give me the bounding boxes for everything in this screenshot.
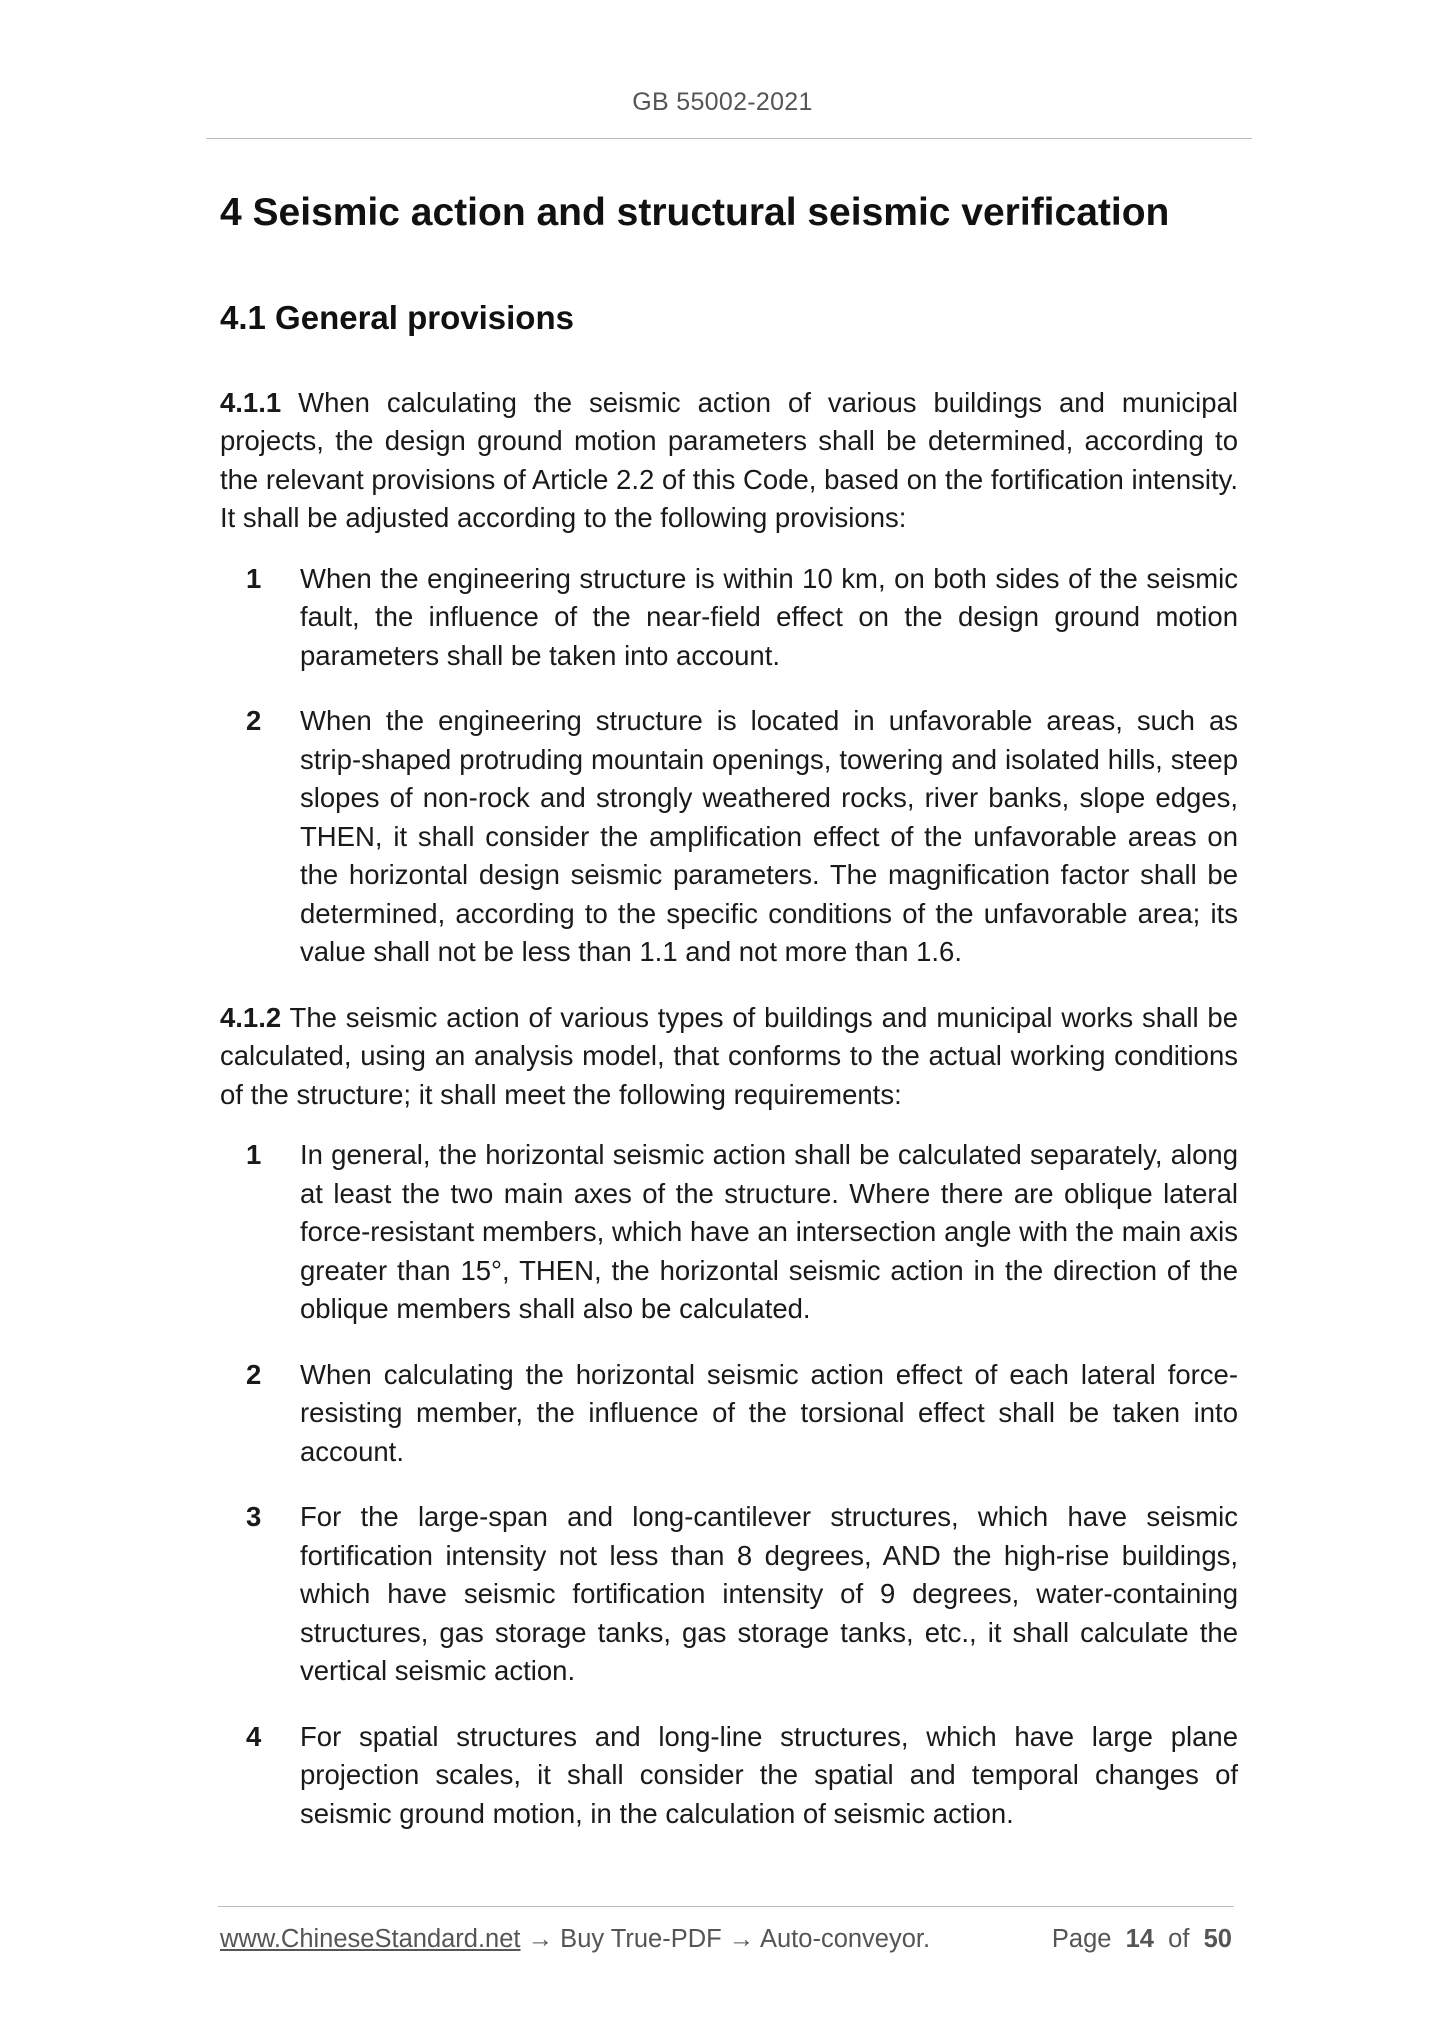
section-title: 4.1 General provisions [220, 298, 574, 336]
item-number: 3 [246, 1501, 262, 1533]
list-item [246, 560, 1238, 676]
item-text: When calculating the horizontal seismic action effect of each lateral force-resisting member, the influence of the torsional effect shall be taken into account. [300, 1358, 1238, 1467]
footer-divider [218, 1906, 1234, 1907]
item-number: 1 [246, 1139, 262, 1171]
list-item [246, 1718, 1238, 1834]
total-pages: 50 [1203, 1925, 1232, 1953]
document-code-header: GB 55002-2021 [632, 88, 813, 116]
site-link[interactable]: www.ChineseStandard.net [220, 1925, 521, 1953]
item-text: For the large-span and long-cantilever structures, which have seismic fortification intensity not less than 8 degrees, AND the high-rise buildings, which have seismic fortification intensity of 9 degrees, water-containing structures, gas storage tanks, gas storage tanks, etc., it shall calculate the vertical seismic action. [300, 1501, 1238, 1687]
item-number: 4 [246, 1720, 262, 1752]
item-text: In general, the horizontal seismic action shall be calculated separately, along at least the two main axes of the structure. Where there are oblique lateral force-resistant members, which have an intersection angle with the main axis greater than 15°, THEN, the horizontal seismic action in the direction of the oblique members shall also be calculated. [300, 1139, 1238, 1325]
clause-number: 4.1.2 [220, 1001, 282, 1033]
clause-number: 4.1.1 [220, 386, 282, 418]
item-number: 1 [246, 562, 262, 594]
list-item [246, 702, 1238, 972]
page-label: Page [1051, 1925, 1112, 1953]
footer-tagline: → Buy True-PDF → Auto-conveyor. [520, 1925, 931, 1953]
item-text: When the engineering structure is within 10 km, on both sides of the seismic fault, the influence of the near-field effect on the design ground motion parameters shall be taken into account. [300, 562, 1238, 671]
chapter-title: 4 Seismic action and structural seismic verification [220, 191, 1170, 234]
footer-left [220, 1925, 930, 1954]
header-divider [206, 138, 1252, 139]
clause-4-1-2 [220, 999, 1238, 1115]
clause-text: The seismic action of various types of buildings and municipal works shall be calculated, using an analysis model, that conforms to the actual working conditions of the structure; it shall meet the following requirements: [220, 1001, 1238, 1110]
clause-4-1-1-items [220, 560, 1238, 972]
current-page: 14 [1125, 1925, 1154, 1953]
item-text: For spatial structures and long-line structures, which have large plane projection scales, it shall consider the spatial and temporal changes of seismic ground motion, in the calculation of seismic action. [300, 1720, 1238, 1829]
item-number: 2 [246, 1358, 262, 1390]
list-item [246, 1356, 1238, 1472]
item-number: 2 [246, 705, 262, 737]
list-item [246, 1136, 1238, 1329]
of-label: of [1168, 1925, 1190, 1953]
clause-text: When calculating the seismic action of various buildings and municipal projects, the design ground motion parameters shall be determined, according to the relevant provisions of Article 2.2 of this Code, based on the fortification intensity. It shall be adjusted according to the following provisions: [220, 386, 1238, 534]
clause-4-1-1 [220, 384, 1238, 538]
item-text: When the engineering structure is located in unfavorable areas, such as strip-shaped protruding mountain openings, towering and isolated hills, steep slopes of non-rock and strongly weathered rocks, river banks, slope edges, THEN, it shall consider the amplification effect of the unfavorable areas on the horizontal design seismic parameters. The magnification factor shall be determined, according to the specific conditions of the unfavorable area; its value shall not be less than 1.1 and not more than 1.6. [300, 705, 1238, 968]
page-number [1052, 1925, 1232, 1954]
page-content [220, 170, 1238, 1860]
list-item [246, 1498, 1238, 1691]
clause-4-1-2-items [220, 1136, 1238, 1833]
